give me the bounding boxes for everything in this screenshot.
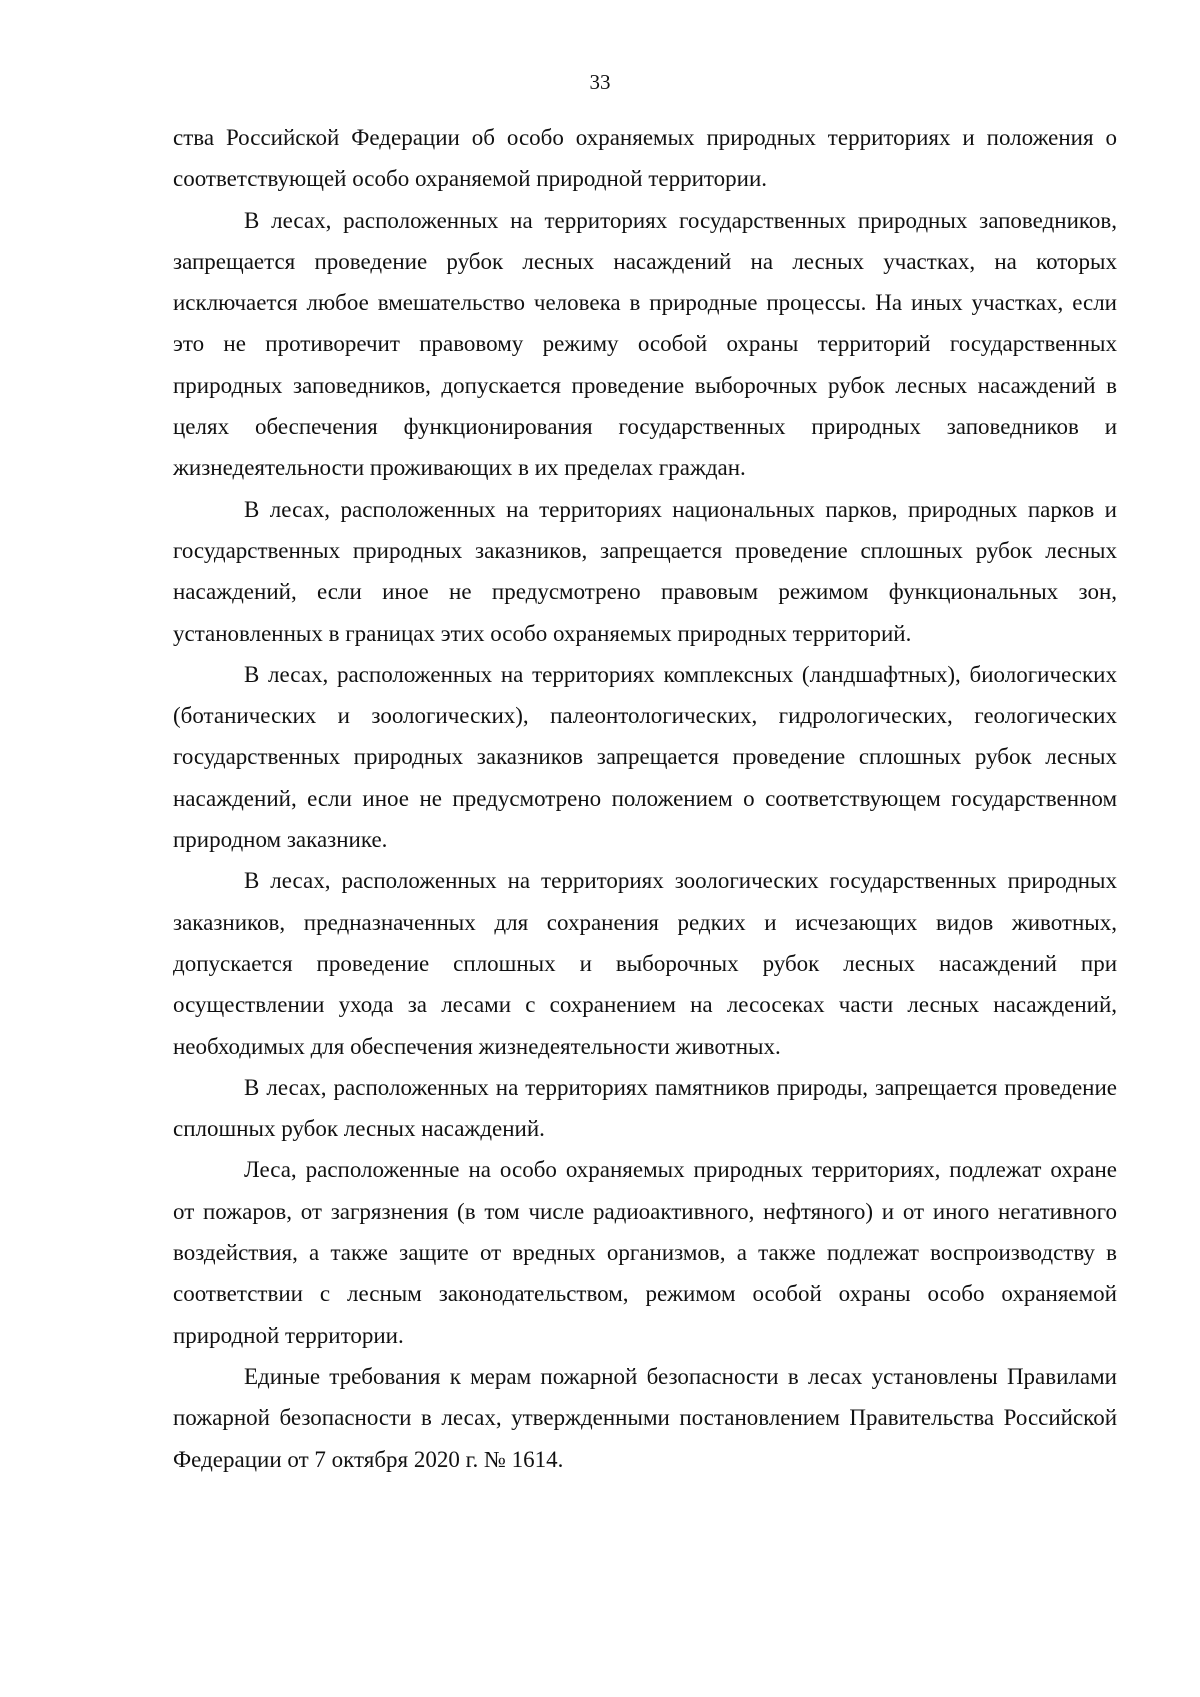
paragraph-reserves: В лесах, расположенных на территориях государственных природных заповедников, запрещается проведение рубок лесных насаждений на лесных участках, на которых исключается любое вмешательство человека в природные процессы. На иных участках, если это не противоречит правовому режиму особой охраны территорий государственных природных заповедников, допускается проведение выборочных рубок лесных насаждений в целях обеспечения функционирования государственных природных заповедников и жизнедеятельности проживающих в их пределах граждан. xyxy=(173,207,1117,481)
paragraph-complex-reserves: В лесах, расположенных на территориях комплексных (ландшафтных), биологических (ботанических и зоологических), палеонтологических, гидрологических, геологических государственных природных заказников запрещается проведение сплошных рубок лесных насаждений, если иное не предусмотрено положением о соответствующем государственном природном заказнике. xyxy=(173,661,1117,853)
paragraph-nature-monuments: В лесах, расположенных на территориях памятников природы, запрещается проведение сплошных рубок лесных насаждений. xyxy=(173,1074,1117,1142)
paragraph-continuation: ства Российской Федерации об особо охраняемых природных территориях и положения о соответствующей особо охраняемой природной территории. xyxy=(173,125,1117,192)
page-number: 33 xyxy=(589,70,611,94)
paragraph-national-parks: В лесах, расположенных на территориях национальных парков, природных парков и государственных природных заказников, запрещается проведение сплошных рубок лесных насаждений, если иное не предусмотрено правовым режимом функциональных зон, установленных в границах этих особо охраняемых природных территорий. xyxy=(173,496,1117,646)
paragraph-zoological-reserves: В лесах, расположенных на территориях зоологических государственных природных заказников, предназначенных для сохранения редких и исчезающих видов животных, допускается проведение сплошных и выборочных рубок лесных насаждений при осуществлении ухода за лесами с сохранением на лесосеках части лесных насаждений, необходимых для обеспечения жизнедеятельности животных. xyxy=(173,868,1117,1059)
paragraph-forest-protection: Леса, расположенные на особо охраняемых природных территориях, подлежат охране от пожаров, от загрязнения (в том числе радиоактивного, нефтяного) и от иного негативного воздействия, а также защите от вредных организмов, а также подлежат воспроизводству в соответствии с лесным законодательством, режимом особой охраны особо охраняемой природной территории. xyxy=(173,1157,1117,1348)
document-body xyxy=(173,117,1117,1480)
paragraph-fire-safety: Единые требования к мерам пожарной безопасности в лесах установлены Правилами пожарной безопасности в лесах, утвержденными постановлением Правительства Российской Федерации от 7 октября 2020 г. № 1614. xyxy=(173,1363,1117,1472)
